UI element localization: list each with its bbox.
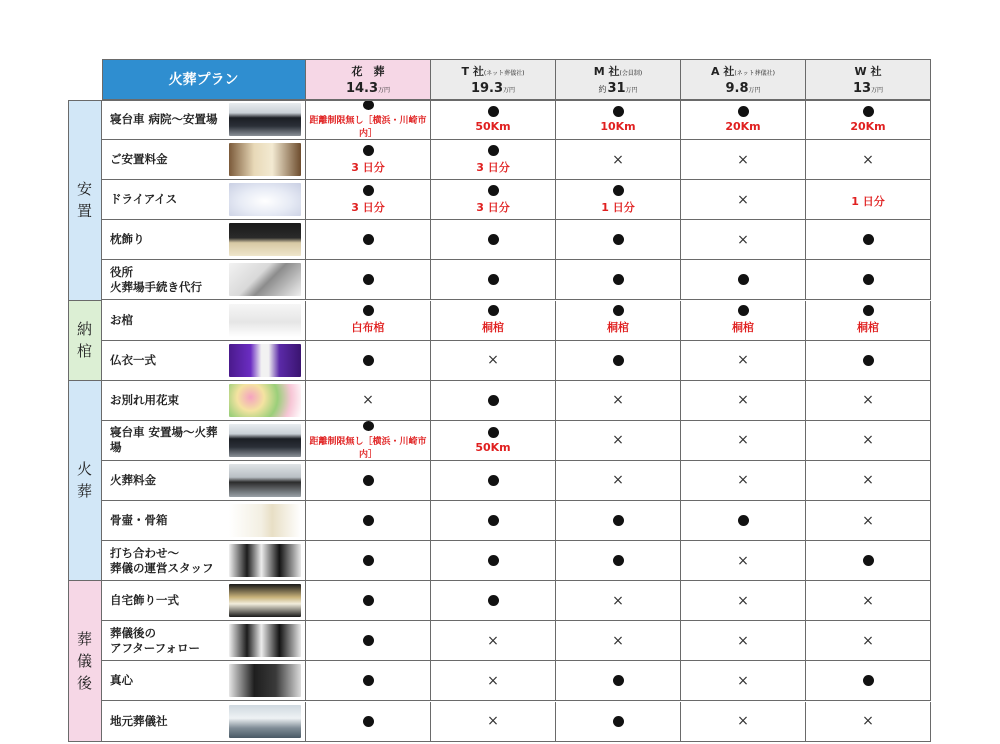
item-label <box>110 546 228 576</box>
table-row-item <box>102 501 306 541</box>
item-label <box>110 265 228 295</box>
comparison-cell <box>681 421 806 461</box>
included-dot-icon <box>363 595 374 606</box>
included-dot-icon <box>613 106 624 117</box>
included-dot-icon <box>488 595 499 606</box>
company-name <box>594 63 642 79</box>
table-row-item <box>102 421 306 461</box>
included-dot-icon <box>488 427 499 438</box>
cell-note: 20Km <box>850 120 886 134</box>
cell-note: 3 日分 <box>476 200 510 214</box>
company-name-text: A 社 <box>710 64 735 78</box>
comparison-table <box>68 59 931 742</box>
car-thumbnail <box>229 103 301 136</box>
not-included-cross-icon: × <box>612 151 624 168</box>
item-label-line: 骨壷・骨箱 <box>110 513 168 528</box>
included-dot-icon <box>488 106 499 117</box>
company-header <box>681 59 806 100</box>
included-dot-icon <box>488 555 499 566</box>
price-prefix: 約 <box>598 84 607 94</box>
room-thumbnail <box>229 143 301 176</box>
included-dot-icon <box>363 305 374 316</box>
cell-note: 50Km <box>475 120 511 134</box>
price-value: 9.8 <box>725 80 749 96</box>
item-label <box>110 393 228 408</box>
company-price <box>346 81 390 96</box>
comparison-cell <box>306 220 431 260</box>
category-label <box>68 581 102 741</box>
included-dot-icon <box>363 475 374 486</box>
company-type: (ネット葬儀社) <box>734 69 776 77</box>
included-dot-icon <box>363 274 374 285</box>
comparison-cell <box>681 100 806 140</box>
comparison-cell <box>556 702 681 742</box>
company-name <box>461 63 524 79</box>
cell-note: 桐棺 <box>732 321 754 335</box>
item-label-line: 火葬料金 <box>110 472 156 487</box>
item-label <box>110 313 228 328</box>
comparison-cell <box>556 260 681 300</box>
table-row-item <box>102 260 306 300</box>
included-dot-icon <box>363 234 374 245</box>
included-dot-icon <box>363 145 374 156</box>
not-included-cross-icon: × <box>612 592 624 609</box>
included-dot-icon <box>738 106 749 117</box>
category-char: 置 <box>76 201 92 220</box>
comparison-cell <box>431 180 556 220</box>
included-dot-icon <box>363 100 374 110</box>
comparison-cell <box>431 661 556 701</box>
comparison-cell <box>806 421 931 461</box>
not-included-cross-icon: × <box>362 392 374 409</box>
item-label <box>110 232 228 247</box>
cell-note: 桐棺 <box>482 321 504 335</box>
item-label-line: 寝台車 病院～安置場 <box>110 112 218 127</box>
item-label <box>110 593 228 608</box>
included-dot-icon <box>613 185 624 196</box>
comparison-cell <box>806 140 931 180</box>
company-price <box>471 81 515 96</box>
included-dot-icon <box>488 515 499 526</box>
comparison-cell <box>306 581 431 621</box>
robe-thumbnail <box>229 344 301 377</box>
included-dot-icon <box>363 555 374 566</box>
comparison-cell <box>681 541 806 581</box>
table-row-item <box>102 341 306 381</box>
comparison-cell <box>431 581 556 621</box>
item-label <box>110 626 228 656</box>
comparison-cell <box>806 541 931 581</box>
comparison-cell <box>556 220 681 260</box>
comparison-cell <box>306 180 431 220</box>
not-included-cross-icon: × <box>737 432 749 449</box>
comparison-cell <box>306 140 431 180</box>
item-label-line: 真心 <box>110 673 133 688</box>
included-dot-icon <box>613 555 624 566</box>
not-included-cross-icon: × <box>487 672 499 689</box>
cell-note: 50Km <box>475 440 511 454</box>
comparison-cell <box>806 220 931 260</box>
ice-thumbnail <box>229 183 301 216</box>
included-dot-icon <box>613 305 624 316</box>
paper-thumbnail <box>229 263 301 296</box>
comparison-cell <box>306 100 431 140</box>
item-label-line: 仏衣一式 <box>110 352 156 367</box>
price-unit: 万円 <box>503 86 516 94</box>
company-name <box>352 63 385 79</box>
not-included-cross-icon: × <box>737 713 749 730</box>
cell-note: 20Km <box>725 120 761 134</box>
comparison-cell <box>556 301 681 341</box>
item-label <box>110 425 228 455</box>
comparison-cell <box>556 140 681 180</box>
item-label-line: 寝台車 安置場～火葬場 <box>110 425 218 455</box>
item-label-line: お棺 <box>110 312 133 327</box>
comparison-cell <box>806 180 931 220</box>
not-included-cross-icon: × <box>612 392 624 409</box>
comparison-cell <box>306 381 431 421</box>
cell-note: 3 日分 <box>351 160 385 174</box>
included-dot-icon <box>613 515 624 526</box>
not-included-cross-icon: × <box>862 392 874 409</box>
building-thumbnail <box>229 705 301 738</box>
table-row-item <box>102 661 306 701</box>
table-row-item <box>102 461 306 501</box>
item-label-line: 打ち合わせ～ <box>110 545 179 560</box>
not-included-cross-icon: × <box>737 151 749 168</box>
cell-note: 白布棺 <box>351 321 385 335</box>
comparison-cell <box>556 581 681 621</box>
comparison-cell <box>681 581 806 621</box>
shrine-thumbnail <box>229 584 301 617</box>
company-type: (会員制) <box>619 69 643 77</box>
included-dot-icon <box>863 234 874 245</box>
comparison-cell <box>556 100 681 140</box>
not-included-cross-icon: × <box>737 552 749 569</box>
included-dot-icon <box>613 234 624 245</box>
item-label-line: 葬儀の運営スタッフ <box>110 560 214 575</box>
comparison-cell <box>681 661 806 701</box>
category-label <box>68 381 102 582</box>
price-value: 19.3 <box>470 80 504 96</box>
table-row-item <box>102 381 306 421</box>
item-label-line: ドライアイス <box>110 192 178 207</box>
company-name-text: 花 葬 <box>351 64 385 78</box>
table-row-item <box>102 702 306 742</box>
table-row-item <box>102 541 306 581</box>
comparison-cell <box>431 541 556 581</box>
category-char: 安 <box>76 179 92 198</box>
category-char: 葬 <box>76 629 92 648</box>
included-dot-icon <box>363 355 374 366</box>
not-included-cross-icon: × <box>737 472 749 489</box>
included-dot-icon <box>488 395 499 406</box>
not-included-cross-icon: × <box>487 352 499 369</box>
company-header <box>306 59 431 100</box>
comparison-cell <box>806 661 931 701</box>
category-char: 納 <box>76 320 92 339</box>
comparison-cell <box>681 381 806 421</box>
comparison-cell <box>306 661 431 701</box>
comparison-cell <box>306 541 431 581</box>
comparison-cell <box>681 180 806 220</box>
comparison-cell <box>556 421 681 461</box>
company-name-text: M 社 <box>593 64 620 78</box>
company-type: (ネット葬儀社) <box>483 69 525 77</box>
comparison-cell <box>681 260 806 300</box>
price-unit: 万円 <box>625 86 638 94</box>
not-included-cross-icon: × <box>737 632 749 649</box>
car-thumbnail <box>229 424 301 457</box>
item-label <box>110 152 228 167</box>
comparison-cell <box>806 461 931 501</box>
company-price <box>598 81 637 96</box>
table-row-item <box>102 140 306 180</box>
included-dot-icon <box>488 305 499 316</box>
comparison-cell <box>556 461 681 501</box>
comparison-cell <box>806 260 931 300</box>
comparison-cell <box>431 341 556 381</box>
cell-note: 1 日分 <box>601 200 635 214</box>
comparison-cell <box>431 501 556 541</box>
included-dot-icon <box>863 555 874 566</box>
category-char: 儀 <box>76 651 92 670</box>
cell-note: 桐棺 <box>857 321 879 335</box>
company-name-text: W 社 <box>854 64 882 78</box>
comparison-cell <box>431 621 556 661</box>
comparison-cell <box>306 260 431 300</box>
comparison-cell <box>431 702 556 742</box>
not-included-cross-icon: × <box>737 672 749 689</box>
price-value: 14.3 <box>345 80 379 96</box>
comparison-cell <box>681 140 806 180</box>
altar-thumbnail <box>229 223 301 256</box>
category-label <box>68 301 102 381</box>
table-row-item <box>102 100 306 140</box>
cell-note: 3 日分 <box>351 200 385 214</box>
comparison-cell <box>306 702 431 742</box>
comparison-cell <box>556 381 681 421</box>
cell-note: 距離制限無し［横浜・川崎市内］ <box>309 436 427 460</box>
company-header <box>806 59 931 100</box>
not-included-cross-icon: × <box>862 512 874 529</box>
item-label <box>110 473 228 488</box>
comparison-cell <box>806 381 931 421</box>
category-char: 葬 <box>76 482 92 501</box>
category-label <box>68 100 102 301</box>
comparison-cell <box>431 381 556 421</box>
item-label-line: お別れ用花束 <box>110 392 179 407</box>
comparison-cell <box>431 260 556 300</box>
cell-note: 1 日分 <box>851 195 885 209</box>
cell-note: 10Km <box>600 120 636 134</box>
included-dot-icon <box>613 274 624 285</box>
table-row-item <box>102 581 306 621</box>
included-dot-icon <box>738 274 749 285</box>
included-dot-icon <box>488 234 499 245</box>
included-dot-icon <box>738 305 749 316</box>
category-char: 後 <box>76 673 92 692</box>
price-unit: 万円 <box>378 86 391 94</box>
included-dot-icon <box>863 675 874 686</box>
item-label <box>110 192 228 207</box>
item-label-line: ご安置料金 <box>110 152 168 167</box>
hall-thumbnail <box>229 464 301 497</box>
item-label-line: 火葬場手続き代行 <box>110 279 202 294</box>
comparison-cell <box>431 100 556 140</box>
comparison-cell <box>806 341 931 381</box>
included-dot-icon <box>363 675 374 686</box>
not-included-cross-icon: × <box>737 352 749 369</box>
not-included-cross-icon: × <box>862 632 874 649</box>
included-dot-icon <box>863 106 874 117</box>
comparison-cell <box>806 501 931 541</box>
included-dot-icon <box>863 274 874 285</box>
included-dot-icon <box>363 716 374 727</box>
table-row-item <box>102 301 306 341</box>
included-dot-icon <box>488 475 499 486</box>
comparison-cell <box>556 541 681 581</box>
comparison-cell <box>431 461 556 501</box>
included-dot-icon <box>613 355 624 366</box>
cell-note: 3 日分 <box>476 160 510 174</box>
company-name <box>711 63 775 79</box>
comparison-cell <box>806 301 931 341</box>
not-included-cross-icon: × <box>862 713 874 730</box>
table-row-item <box>102 220 306 260</box>
table-row-item <box>102 621 306 661</box>
cell-note: 桐棺 <box>607 321 629 335</box>
company-name-text: T 社 <box>461 64 484 78</box>
price-value: 13 <box>852 80 872 96</box>
item-label <box>110 112 228 127</box>
included-dot-icon <box>488 185 499 196</box>
cell-note: 距離制限無し［横浜・川崎市内］ <box>309 116 427 140</box>
item-label <box>110 673 228 688</box>
comparison-cell <box>806 621 931 661</box>
coffin-thumbnail <box>229 304 301 337</box>
item-label-line: 枕飾り <box>110 232 145 247</box>
category-char: 火 <box>76 460 92 479</box>
not-included-cross-icon: × <box>737 392 749 409</box>
included-dot-icon <box>488 145 499 156</box>
not-included-cross-icon: × <box>612 472 624 489</box>
comparison-cell <box>431 301 556 341</box>
comparison-cell <box>681 220 806 260</box>
company-header <box>556 59 681 100</box>
not-included-cross-icon: × <box>862 592 874 609</box>
included-dot-icon <box>613 716 624 727</box>
not-included-cross-icon: × <box>487 632 499 649</box>
company-name <box>855 63 882 79</box>
not-included-cross-icon: × <box>862 151 874 168</box>
comparison-cell <box>681 341 806 381</box>
item-label <box>110 353 228 368</box>
item-label-line: 葬儀後の <box>110 625 156 640</box>
included-dot-icon <box>363 185 374 196</box>
table-row-item <box>102 180 306 220</box>
comparison-cell <box>556 501 681 541</box>
price-unit: 万円 <box>748 86 761 94</box>
included-dot-icon <box>863 305 874 316</box>
included-dot-icon <box>488 274 499 285</box>
comparison-cell <box>681 621 806 661</box>
category-char: 棺 <box>76 342 92 361</box>
item-label-line: 自宅飾り一式 <box>110 593 179 608</box>
staff-thumbnail <box>229 544 301 577</box>
item-label-line: アフターフォロー <box>110 640 201 655</box>
staff-thumbnail <box>229 624 301 657</box>
flower-thumbnail <box>229 384 301 417</box>
company-header <box>431 59 556 100</box>
not-included-cross-icon: × <box>862 432 874 449</box>
included-dot-icon <box>738 515 749 526</box>
comparison-cell <box>806 702 931 742</box>
plan-title: 火葬プラン <box>102 59 306 100</box>
company-price <box>725 81 760 96</box>
included-dot-icon <box>363 515 374 526</box>
not-included-cross-icon: × <box>612 432 624 449</box>
comparison-cell <box>306 461 431 501</box>
not-included-cross-icon: × <box>862 472 874 489</box>
included-dot-icon <box>363 635 374 646</box>
comparison-cell <box>431 220 556 260</box>
not-included-cross-icon: × <box>737 592 749 609</box>
not-included-cross-icon: × <box>487 713 499 730</box>
comparison-cell <box>431 140 556 180</box>
price-unit: 万円 <box>871 86 884 94</box>
not-included-cross-icon: × <box>737 191 749 208</box>
comparison-cell <box>556 180 681 220</box>
urn-thumbnail <box>229 504 301 537</box>
included-dot-icon <box>613 675 624 686</box>
comparison-cell <box>431 421 556 461</box>
not-included-cross-icon: × <box>612 632 624 649</box>
man-thumbnail <box>229 664 301 697</box>
price-value: 31 <box>607 80 626 96</box>
not-included-cross-icon: × <box>737 231 749 248</box>
comparison-cell <box>306 341 431 381</box>
comparison-cell <box>306 621 431 661</box>
item-label-line: 役所 <box>110 264 133 279</box>
comparison-cell <box>556 621 681 661</box>
comparison-cell <box>681 461 806 501</box>
company-price <box>853 81 883 96</box>
comparison-cell <box>681 501 806 541</box>
comparison-cell <box>806 581 931 621</box>
comparison-cell <box>806 100 931 140</box>
comparison-cell <box>681 702 806 742</box>
item-label <box>110 513 228 528</box>
comparison-cell <box>306 421 431 461</box>
item-label-line: 地元葬儀社 <box>110 713 168 728</box>
comparison-cell <box>556 341 681 381</box>
included-dot-icon <box>363 421 374 431</box>
comparison-cell <box>306 301 431 341</box>
item-label <box>110 714 228 729</box>
comparison-cell <box>306 501 431 541</box>
comparison-cell <box>556 661 681 701</box>
included-dot-icon <box>863 355 874 366</box>
comparison-cell <box>681 301 806 341</box>
